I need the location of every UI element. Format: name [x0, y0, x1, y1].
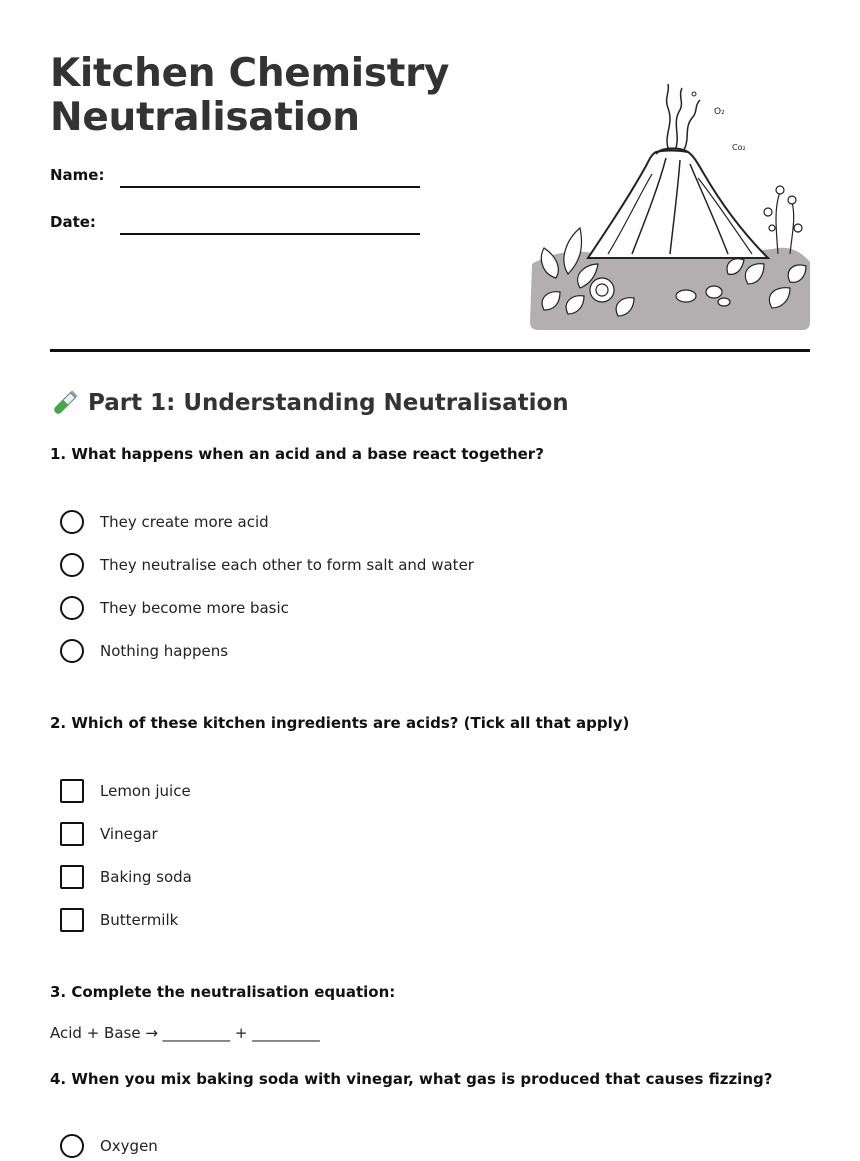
question-3: 3. Complete the neutralisation equation:: [50, 983, 396, 1001]
name-field[interactable]: [120, 186, 420, 188]
option-label: Lemon juice: [100, 782, 191, 800]
radio-button[interactable]: [60, 1134, 84, 1158]
checkbox[interactable]: [60, 822, 84, 846]
radio-button[interactable]: [60, 510, 84, 534]
checkbox[interactable]: [60, 908, 84, 932]
q4-option-1[interactable]: [60, 1134, 158, 1158]
q1-option-2[interactable]: [60, 553, 474, 577]
option-label: Buttermilk: [100, 911, 179, 929]
date-field[interactable]: [120, 233, 420, 235]
option-label: They neutralise each other to form salt and water: [100, 556, 474, 574]
question-2: 2. Which of these kitchen ingredients are acids? (Tick all that apply): [50, 714, 630, 732]
question-1: 1. What happens when an acid and a base react together?: [50, 445, 544, 463]
co2-label: Cᴏ₂: [732, 143, 746, 152]
radio-button[interactable]: [60, 553, 84, 577]
title-line-2: Neutralisation: [50, 95, 360, 140]
title-line-1: Kitchen Chemistry: [50, 51, 450, 96]
radio-button[interactable]: [60, 639, 84, 663]
option-label: Nothing happens: [100, 642, 229, 660]
q2-option-4[interactable]: [60, 908, 178, 932]
q2-option-3[interactable]: [60, 865, 192, 889]
radio-button[interactable]: [60, 596, 84, 620]
checkbox[interactable]: [60, 865, 84, 889]
checkbox[interactable]: [60, 779, 84, 803]
option-label: Vinegar: [100, 825, 158, 843]
q1-option-1[interactable]: [60, 510, 269, 534]
section-heading: [50, 388, 569, 418]
option-label: Oxygen: [100, 1137, 158, 1155]
q2-option-1[interactable]: [60, 779, 191, 803]
option-label: They create more acid: [100, 513, 269, 531]
option-label: Baking soda: [100, 868, 192, 886]
name-label: Name:: [50, 166, 105, 184]
test-tube-icon: [50, 388, 80, 418]
q1-option-3[interactable]: [60, 596, 289, 620]
option-label: They become more basic: [100, 599, 289, 617]
header-divider: [50, 349, 810, 352]
o2-label: O₂: [714, 107, 725, 117]
worksheet-title: [50, 52, 449, 140]
question-4: 4. When you mix baking soda with vinegar, what gas is produced that causes fizzing?: [50, 1070, 773, 1088]
volcano-illustration: [528, 78, 812, 332]
neutralisation-equation[interactable]: Acid + Base → _________ + _________: [50, 1024, 320, 1042]
q1-option-4[interactable]: [60, 639, 228, 663]
section-title: Part 1: Understanding Neutralisation: [88, 390, 569, 416]
date-label: Date:: [50, 213, 96, 231]
q2-option-2[interactable]: [60, 822, 158, 846]
